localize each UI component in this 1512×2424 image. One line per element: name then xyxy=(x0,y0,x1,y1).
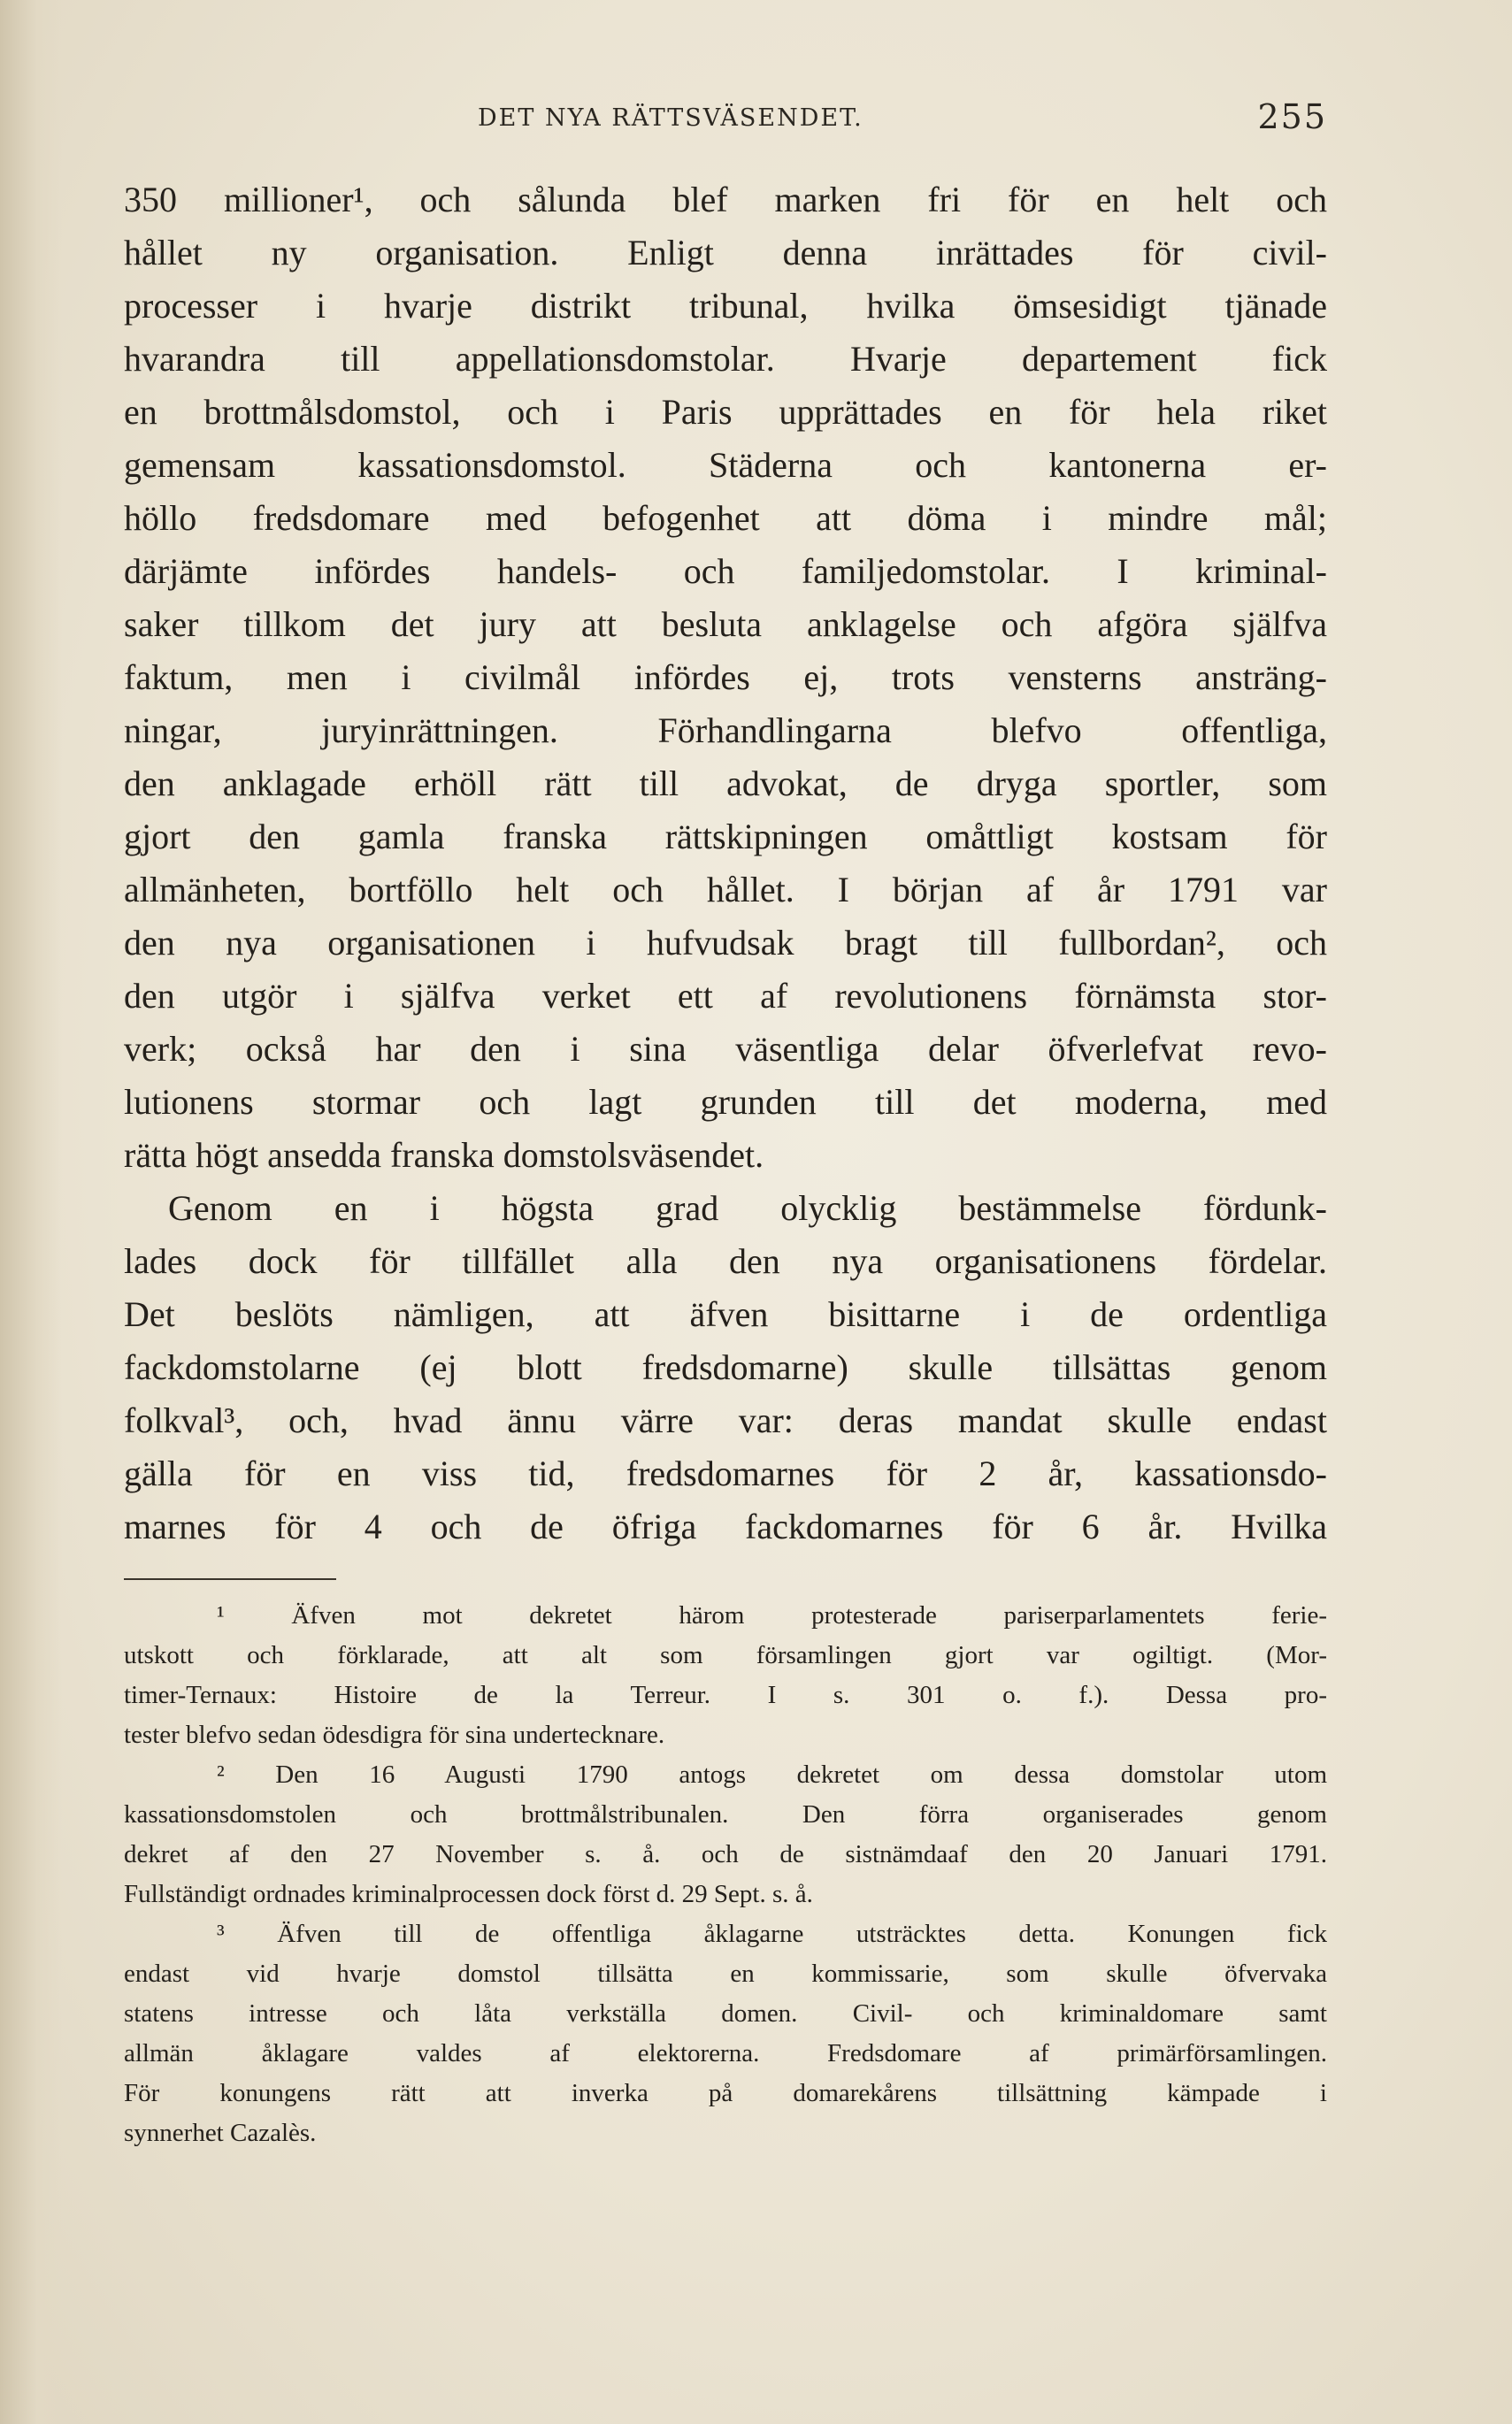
main-text-line: Det beslöts nämligen, att äfven bisittarne i de ordentliga xyxy=(124,1294,1327,1334)
footnote-line: kassationsdomstolen och brottmålstribunalen. Den förra organiserades genom xyxy=(124,1800,1327,1829)
footnote-line: För konungens rätt att inverka på domarekårens tillsättning kämpade i xyxy=(124,2079,1327,2107)
main-text-line: folkval³, och, hvad ännu värre var: deras mandat skulle endast xyxy=(124,1400,1327,1440)
main-text-line: den utgör i själfva verket ett af revolutionens förnämsta stor- xyxy=(124,976,1327,1016)
footnote-line: ¹ Äfven mot dekretet härom protesterade pariserparlamentets ferie- xyxy=(217,1601,1327,1630)
main-text-line: höllo fredsdomare med befogenhet att döma i mindre mål; xyxy=(124,498,1327,538)
main-text-line: gemensam kassationsdomstol. Städerna och kantonerna er- xyxy=(124,445,1327,485)
main-text-line: därjämte infördes handels- och familjedomstolar. I kriminal- xyxy=(124,551,1327,591)
main-text-line: gjort den gamla franska rättskipningen omåttligt kostsam för xyxy=(124,817,1327,856)
main-text-line: allmänheten, bortföllo helt och hållet. I början af år 1791 var xyxy=(124,870,1327,909)
footnote-line: ³ Äfven till de offentliga åklagarne utsträcktes detta. Konungen fick xyxy=(217,1920,1327,1948)
main-text-line: hvarandra till appellationsdomstolar. Hvarje departement fick xyxy=(124,339,1327,379)
footnote-line: statens intresse och låta verkställa domen. Civil- och kriminaldomare samt xyxy=(124,1999,1327,2028)
main-text-line: fackdomstolarne (ej blott fredsdomarne) skulle tillsättas genom xyxy=(124,1347,1327,1387)
running-head: DET NYA RÄTTSVÄSENDET. xyxy=(478,104,863,132)
footnote-line: ² Den 16 Augusti 1790 antogs dekretet om dessa domstolar utom xyxy=(217,1760,1327,1789)
main-text-line: Genom en i högsta grad olycklig bestämmelse fördunk- xyxy=(168,1188,1327,1228)
main-text-line: 350 millioner¹, och sålunda blef marken fri för en helt och xyxy=(124,180,1327,219)
footnote-line: tester blefvo sedan ödesdigra för sina undertecknare. xyxy=(124,1721,665,1749)
footnote-line: utskott och förklarade, att alt som församlingen gjort var ogiltigt. (Mor- xyxy=(124,1641,1327,1669)
footnote-line: allmän åklagare valdes af elektorerna. Fredsdomare af primärförsamlingen. xyxy=(124,2039,1327,2067)
footnote-line: dekret af den 27 November s. å. och de sistnämdaaf den 20 Januari 1791. xyxy=(124,1840,1327,1868)
main-text-line: den nya organisationen i hufvudsak bragt till fullbordan², och xyxy=(124,923,1327,963)
body-text xyxy=(124,173,1327,2153)
page-gutter-shadow xyxy=(0,0,62,2424)
footnote-divider xyxy=(124,1578,336,1580)
main-text-line: faktum, men i civilmål infördes ej, trots vensterns ansträng- xyxy=(124,657,1327,697)
main-text-line: den anklagade erhöll rätt till advokat, de dryga sportler, som xyxy=(124,763,1327,803)
main-text-line: gälla för en viss tid, fredsdomarnes för 2 år, kassationsdo- xyxy=(124,1454,1327,1493)
main-text-line: ningar, juryinrättningen. Förhandlingarna blefvo offentliga, xyxy=(124,710,1327,750)
main-text-line: marnes för 4 och de öfriga fackdomarnes för 6 år. Hvilka xyxy=(124,1507,1327,1546)
page-header xyxy=(124,97,1327,150)
main-text-line: processer i hvarje distrikt tribunal, hvilka ömsesidigt tjänade xyxy=(124,286,1327,326)
main-text-line: lades dock för tillfället alla den nya organisationens fördelar. xyxy=(124,1241,1327,1281)
main-text-line: en brottmålsdomstol, och i Paris upprättades en för hela riket xyxy=(124,392,1327,432)
main-text-line: rätta högt ansedda franska domstolsväsendet. xyxy=(124,1135,764,1175)
page-number: 255 xyxy=(1257,97,1327,136)
footnote-line: timer-Ternaux: Histoire de la Terreur. I s. 301 o. f.). Dessa pro- xyxy=(124,1681,1327,1709)
main-text-line: saker tillkom det jury att besluta anklagelse och afgöra själfva xyxy=(124,604,1327,644)
main-text-line: verk; också har den i sina väsentliga delar öfverlefvat revo- xyxy=(124,1029,1327,1069)
main-text-line: lutionens stormar och lagt grunden till det moderna, med xyxy=(124,1082,1327,1122)
footnote-line: endast vid hvarje domstol tillsätta en kommissarie, som skulle öfvervaka xyxy=(124,1960,1327,1988)
footnote-line: Fullständigt ordnades kriminalprocessen dock först d. 29 Sept. s. å. xyxy=(124,1880,813,1908)
main-text-line: hållet ny organisation. Enligt denna inrättades för civil- xyxy=(124,233,1327,272)
footnote-line: synnerhet Cazalès. xyxy=(124,2119,317,2147)
